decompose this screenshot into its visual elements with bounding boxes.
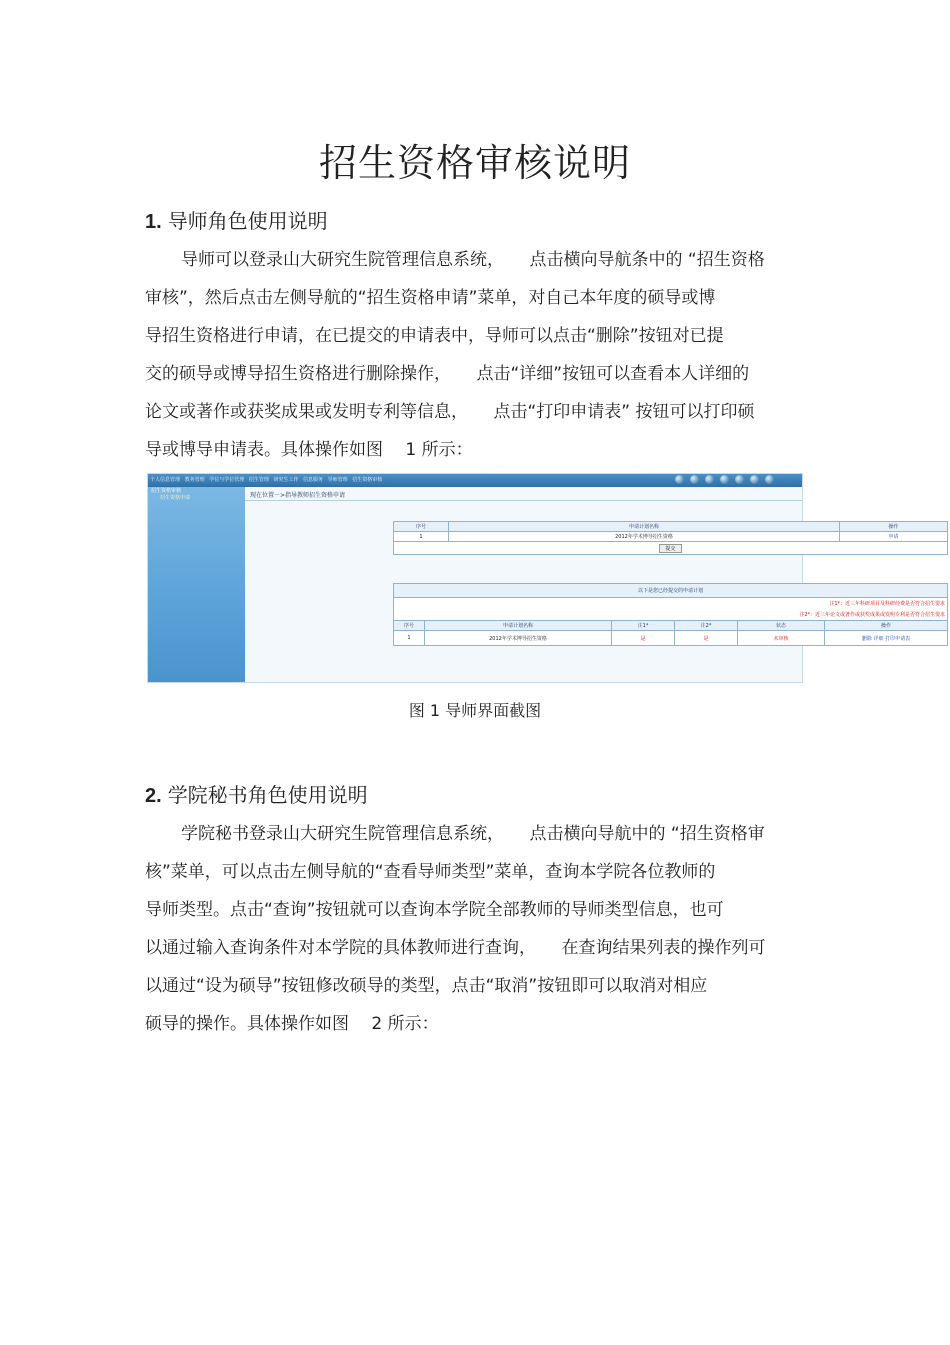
nav-item[interactable]: 教务管理 <box>184 477 205 483</box>
toolbar-icons <box>675 475 774 484</box>
section1-title: 导师角色使用说明 <box>167 209 328 233</box>
globe-icon[interactable] <box>735 475 744 484</box>
nav-item[interactable]: 学位与学位管理 <box>209 477 245 483</box>
paragraph-line: 论文或著作或获奖成果或发明专利等信息， 点击“打印申请表” 按钮可以打印硕 <box>145 402 755 422</box>
globe-icon[interactable] <box>750 475 759 484</box>
cell: 1 <box>394 631 425 646</box>
column-header: 注1* <box>612 621 675 631</box>
section1-heading <box>145 205 328 234</box>
main-content <box>245 487 945 682</box>
globe-icon[interactable] <box>720 475 729 484</box>
section2-title: 学院秘书角色使用说明 <box>167 783 368 807</box>
submitted-table <box>393 583 948 646</box>
section2-number: 2. <box>145 785 162 807</box>
divider <box>245 500 802 501</box>
column-header: 申请计划名称 <box>449 522 840 532</box>
paragraph-line: 导师可以登录山大研究生院管理信息系统， 点击横向导航条中的 “招生资格 <box>181 250 765 270</box>
column-header: 序号 <box>394 621 425 631</box>
paragraph-line: 学院秘书登录山大研究生院管理信息系统， 点击横向导航中的 “招生资格审 <box>181 824 765 844</box>
globe-icon[interactable] <box>675 475 684 484</box>
column-header: 申请计划名称 <box>425 621 612 631</box>
note-2: 注2*：近三年论文或著作或获奖成果或发明专利是否符合招生要求 <box>394 609 948 621</box>
status-cell: 未审核 <box>738 631 825 646</box>
column-header: 状态 <box>738 621 825 631</box>
left-sidebar <box>148 487 245 682</box>
paragraph-line: 审核”，然后点击左侧导航的“招生资格申请”菜单，对自己本年度的硕导或博 <box>145 288 716 308</box>
column-header: 注2* <box>675 621 738 631</box>
note-1: 注1*：近三年科研项目及科研经费是否符合招生要求 <box>394 598 948 610</box>
globe-icon[interactable] <box>690 475 699 484</box>
nav-item[interactable]: 信息服务 <box>303 477 324 483</box>
cell: 2012年学术博导招生资格 <box>425 631 612 646</box>
paragraph-line: 核”菜单，可以点击左侧导航的“查看导师类型”菜单，查询本学院各位教师的 <box>145 862 716 882</box>
nav-item[interactable]: 个人信息管理 <box>150 477 181 483</box>
top-nav <box>150 476 385 483</box>
button-row <box>394 542 948 555</box>
globe-icon[interactable] <box>705 475 714 484</box>
plan-table <box>393 521 948 555</box>
nav-item[interactable]: 导师管理 <box>327 477 348 483</box>
column-header: 操作 <box>840 522 948 532</box>
table-row <box>394 532 948 542</box>
section2-heading <box>145 779 368 808</box>
section1-number: 1. <box>145 211 162 233</box>
column-header: 操作 <box>825 621 948 631</box>
section1-paragraph <box>145 241 815 469</box>
system-top-bar <box>148 474 802 487</box>
cell: 是 <box>675 631 738 646</box>
paragraph-line: 导师类型。点击“查询”按钮就可以查询本学院全部教师的导师类型信息，也可 <box>145 900 724 920</box>
column-header: 序号 <box>394 522 449 532</box>
action-links[interactable]: 删除 详细 打印申请表 <box>825 631 948 646</box>
paragraph-line: 导或博导申请表。具体操作如图 1 所示： <box>145 440 473 460</box>
table-row <box>394 631 948 646</box>
nav-item[interactable]: 招生管理 <box>248 477 269 483</box>
section2-paragraph <box>145 815 815 1043</box>
paragraph-line: 以通过输入查询条件对本学院的具体教师进行查询， 在查询结果列表的操作列可 <box>145 938 766 958</box>
figure1-screenshot <box>147 473 945 683</box>
submit-button[interactable]: 提交 <box>659 544 681 553</box>
cell: 是 <box>612 631 675 646</box>
paragraph-line: 以通过“设为硕导”按钮修改硕导的类型，点击“取消”按钮即可以取消对相应 <box>145 976 708 996</box>
paragraph-line: 交的硕导或博导招生资格进行删除操作， 点击“详细”按钮可以查看本人详细的 <box>145 364 750 384</box>
table-caption: 以下是您已经提交的申请计划 <box>394 584 948 598</box>
cell: 1 <box>394 532 449 542</box>
nav-item[interactable]: 招生资格审核 <box>352 477 383 483</box>
sidebar-group[interactable]: 招生资格审核 <box>151 488 182 494</box>
sidebar-item-apply[interactable]: 招生资格申请 <box>160 495 191 501</box>
document-title: 招生资格审核说明 <box>318 141 631 185</box>
paragraph-line: 硕导的操作。具体操作如图 2 所示： <box>145 1014 439 1034</box>
figure1-caption: 图 1 导师界面截图 <box>408 701 542 720</box>
apply-link[interactable]: 申请 <box>840 532 948 542</box>
breadcrumb: 现在位置－>指导教师招生资格申请 <box>250 492 346 499</box>
paragraph-line: 导招生资格进行申请，在已提交的申请表中，导师可以点击“删除”按钮对已提 <box>145 326 724 346</box>
cell: 2012年学术博导招生资格 <box>449 532 840 542</box>
globe-icon[interactable] <box>765 475 774 484</box>
nav-item[interactable]: 研究生工作 <box>273 477 299 483</box>
